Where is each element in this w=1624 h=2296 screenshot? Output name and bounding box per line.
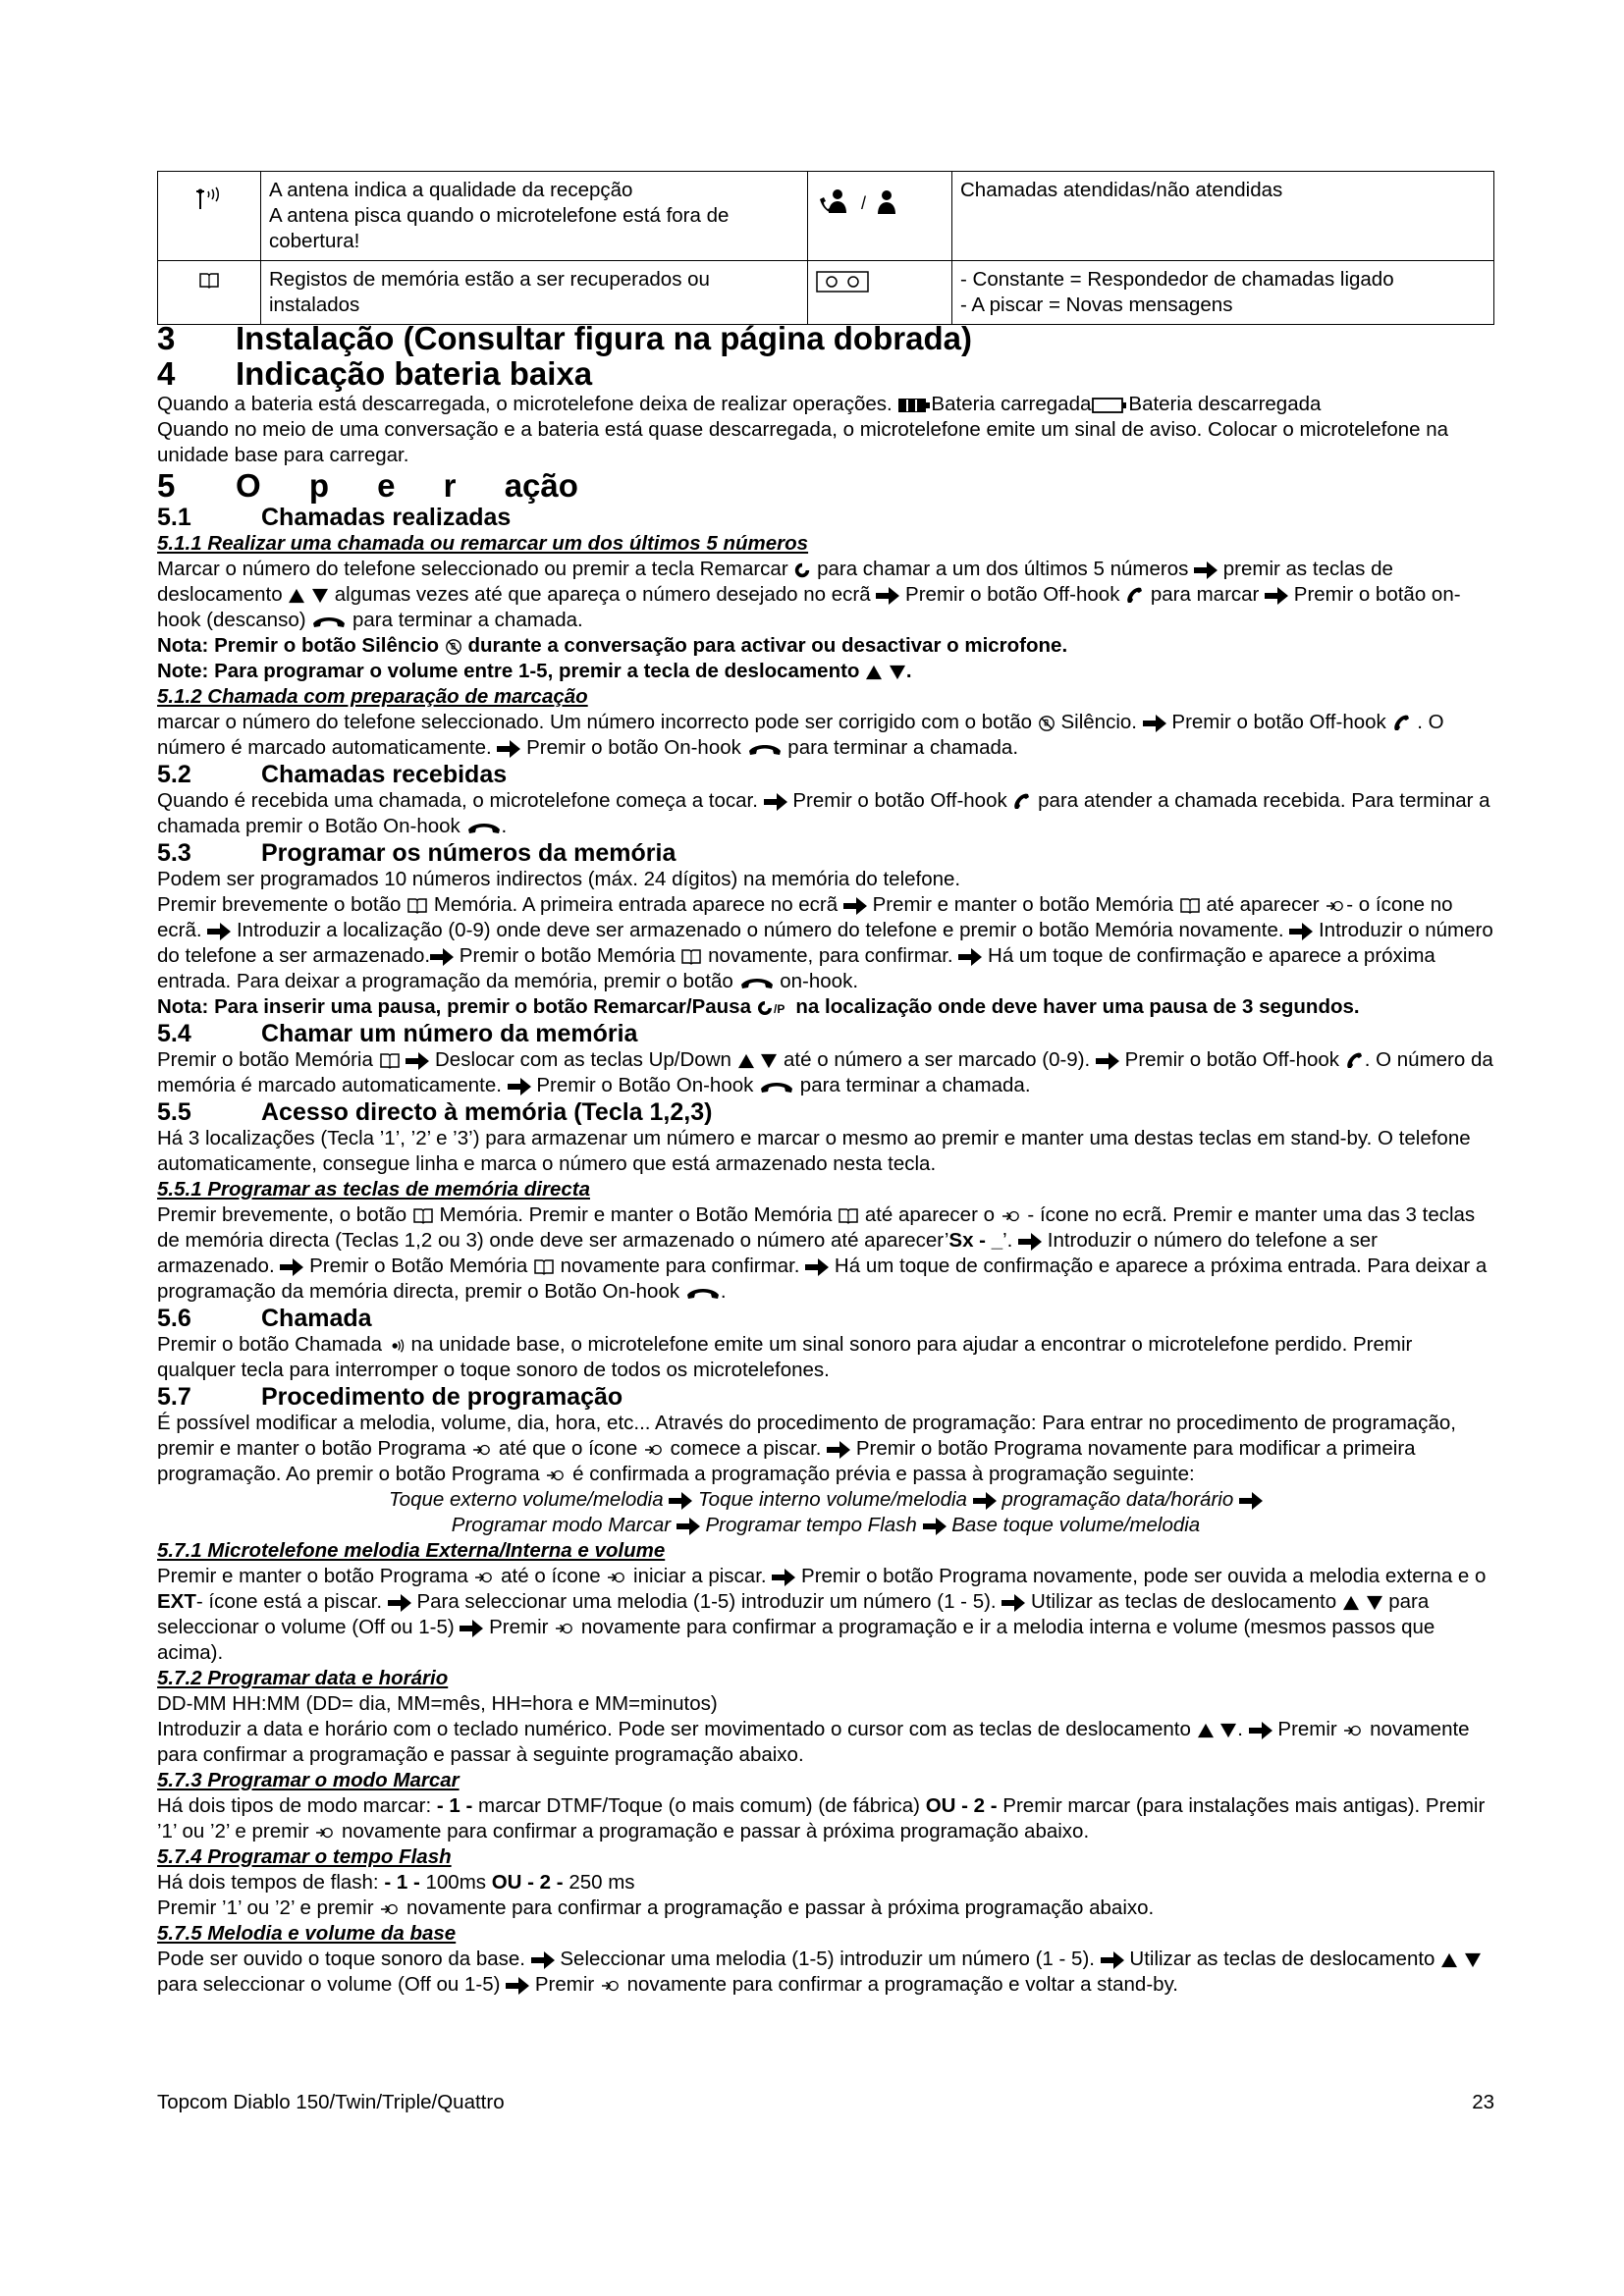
table-row bbox=[158, 261, 1494, 325]
up-arrow-icon bbox=[1342, 1595, 1360, 1611]
paragraph: É possível modificar a melodia, volume, dia, hora, etc... Através do procedimento de programação: Para entrar no procedimento de programação, premir e manter o botão Programa até que o ícone comece a piscar. Premir o botão Programa novamente para modificar a primeira programação. Ao premir o botão Programa é confirmada a programação prévia e passa à programação seguinte: bbox=[157, 1412, 1456, 1485]
down-arrow-icon bbox=[311, 588, 329, 604]
icon-legend-table bbox=[157, 171, 1494, 325]
arrow-right-icon bbox=[1249, 1721, 1272, 1740]
program-icon bbox=[473, 1569, 495, 1586]
arrow-right-icon bbox=[280, 1257, 303, 1277]
off-hook-icon bbox=[1125, 586, 1145, 606]
paragraph: Quando no meio de uma conversação e a bateria está quase descarregada, o microtelefone emite um sinal de aviso. Colocar o microtelefone na unidade base para carregar. bbox=[157, 418, 1449, 466]
down-arrow-icon bbox=[1366, 1595, 1383, 1611]
arrow-right-icon bbox=[1143, 714, 1166, 733]
paragraph: Há 3 localizações (Tecla ’1’, ’2’ e ’3’) para armazenar um número e marcar o mesmo ao premir e manter uma destas teclas em stand-by. O telefone automaticamente, consegue linha e marca o número que está armazenado nesta tecla. bbox=[157, 1127, 1471, 1175]
table-row bbox=[158, 172, 1494, 261]
paragraph: Podem ser programados 10 números indirectos (máx. 24 dígitos) na memória do telefone. bbox=[157, 868, 961, 890]
sub-subsection-heading: 5.1.2 Chamada com preparação de marcação bbox=[157, 685, 588, 708]
battery-full-icon bbox=[897, 397, 931, 414]
arrow-right-icon bbox=[1096, 1051, 1119, 1071]
subsection-heading: 5.4 Chamar um número da memória bbox=[157, 1020, 638, 1047]
paragraph: Premir ’1’ ou ’2’ e premir novamente para confirmar a programação e passar à próxima programação abaixo. bbox=[157, 1896, 1155, 1919]
section-heading: 4 Indicação bateria baixa bbox=[157, 355, 593, 392]
note: Nota: Para inserir uma pausa, premir o botão Remarcar/Pausa /P na localização onde deve haver uma pausa de 3 segundos. bbox=[157, 995, 1360, 1018]
up-arrow-icon bbox=[1197, 1723, 1215, 1738]
on-hook-icon bbox=[311, 614, 347, 629]
paragraph: DD-MM HH:MM (DD= dia, MM=mês, HH=hora e MM=minutos) bbox=[157, 1692, 718, 1715]
arrow-right-icon bbox=[669, 1491, 692, 1511]
paragraph: marcar o número do telefone seleccionado. Um número incorrecto pode ser corrigido com o botão Silêncio. Premir o botão Off-hook . O número é marcado automaticamente. Premir o botão On-hook para terminar a chamada. bbox=[157, 711, 1444, 759]
arrow-right-icon bbox=[497, 739, 520, 759]
sub-subsection-heading: 5.7.1 Microtelefone melodia Externa/Interna e volume bbox=[157, 1539, 666, 1562]
book-icon bbox=[198, 272, 220, 290]
on-hook-icon bbox=[747, 741, 783, 757]
arrow-right-icon bbox=[460, 1619, 483, 1638]
sub-subsection-heading: 5.1.1 Realizar uma chamada ou remarcar um dos últimos 5 números bbox=[157, 532, 809, 555]
page-icon bbox=[388, 1337, 406, 1355]
paragraph: Premir e manter o botão Programa até o ícone iniciar a piscar. Premir o botão Programa novamente, pode ser ouvida a melodia externa e o EXT- ícone está a piscar. Para seleccionar uma melodia (1-5) introduzir um número (1 - 5). Utilizar as teclas de deslocamento para seleccionar o volume (Off ou 1-5) Premir novamente para confirmar a programação e ir a melodia interna e volume (mesmos passos que acima). bbox=[157, 1565, 1487, 1664]
new-messages-description: - A piscar = Novas mensagens bbox=[960, 294, 1233, 316]
arrow-right-icon bbox=[388, 1593, 411, 1613]
arrow-right-icon bbox=[1239, 1491, 1263, 1511]
antenna-description-2: A antena pisca quando o microtelefone está fora de cobertura! bbox=[269, 204, 730, 252]
arrow-right-icon bbox=[506, 1976, 529, 1996]
antenna-icon bbox=[194, 186, 224, 211]
mute-icon bbox=[1038, 715, 1056, 732]
redial-pause-icon bbox=[757, 1000, 790, 1016]
book-icon bbox=[406, 897, 428, 915]
arrow-right-icon bbox=[406, 1051, 429, 1071]
down-arrow-icon bbox=[889, 665, 906, 680]
off-hook-icon bbox=[1345, 1051, 1365, 1071]
book-icon bbox=[1179, 897, 1201, 915]
tape-icon bbox=[816, 271, 869, 293]
program-icon bbox=[1342, 1722, 1364, 1739]
subsection-heading: 5.5 Acesso directo à memória (Tecla 1,2,3) bbox=[157, 1098, 713, 1126]
arrow-right-icon bbox=[764, 792, 787, 812]
off-hook-icon bbox=[1392, 714, 1412, 733]
paragraph: Premir o botão Memória Deslocar com as teclas Up/Down até o número a ser marcado (0-9). Premir o botão Off-hook . O número da memória é marcado automaticamente. Premir o Botão On-hook para terminar a chamada. bbox=[157, 1048, 1493, 1096]
on-hook-icon bbox=[739, 975, 775, 990]
paragraph: Premir brevemente, o botão Memória. Premir e manter o Botão Memória até aparecer o - ícone no ecrã. Premir e manter uma das 3 teclas de memória directa (Teclas 1,2 ou 3) onde deve ser armazenado o número até aparecer’Sx - _’. Introduzir o número do telefone a ser armazenado. Premir o Botão Memória novamente para confirmar. Há um toque de confirmação e aparece a próxima entrada. Para deixar a programação da memória directa, premir o Botão On-hook . bbox=[157, 1203, 1488, 1303]
on-hook-icon bbox=[685, 1285, 721, 1301]
up-arrow-icon bbox=[1440, 1952, 1458, 1968]
note: Note: Para programar o volume entre 1-5, premir a tecla de deslocamento . bbox=[157, 660, 912, 682]
book-icon bbox=[838, 1207, 859, 1225]
up-arrow-icon bbox=[737, 1053, 755, 1069]
book-icon bbox=[533, 1258, 555, 1276]
paragraph: Quando é recebida uma chamada, o microtelefone começa a tocar. Premir o botão Off-hook para atender a chamada recebida. Para terminar a chamada premir o Botão On-hook . bbox=[157, 789, 1490, 837]
paragraph: Pode ser ouvido o toque sonoro da base. Seleccionar uma melodia (1-5) introduzir um número (1 - 5). Utilizar as teclas de deslocamento para seleccionar o volume (Off ou 1-5) Premir novamente para confirmar a programação e voltar a stand-by. bbox=[157, 1947, 1494, 1998]
program-icon bbox=[643, 1441, 665, 1459]
answering-machine-on-description: - Constante = Respondedor de chamadas ligado bbox=[960, 268, 1394, 291]
section-heading: 5 O p e r ação bbox=[157, 467, 578, 504]
subsection-heading: 5.3 Programar os números da memória bbox=[157, 839, 677, 867]
section-heading: 3 Instalação (Consultar figura na página dobrada) bbox=[157, 320, 972, 356]
arrow-right-icon bbox=[973, 1491, 997, 1511]
program-icon bbox=[606, 1569, 627, 1586]
mute-icon bbox=[445, 638, 462, 656]
program-icon bbox=[314, 1824, 336, 1842]
book-icon bbox=[379, 1052, 401, 1070]
redial-icon bbox=[793, 561, 811, 579]
antenna-description-1: A antena indica a qualidade da recepção bbox=[269, 179, 633, 201]
arrow-right-icon bbox=[843, 896, 867, 916]
arrow-right-icon bbox=[876, 586, 899, 606]
document-page bbox=[157, 171, 1494, 1998]
paragraph: Premir o botão Chamada na unidade base, o microtelefone emite um sinal sonoro para ajudar a encontrar o microtelefone perdido. Premir qualquer tecla para interromper o toque sonoro de todos os microtelefones. bbox=[157, 1333, 1413, 1381]
svg-text:/P: /P bbox=[773, 1001, 785, 1016]
sub-subsection-heading: 5.5.1 Programar as teclas de memória directa bbox=[157, 1178, 590, 1201]
arrow-right-icon bbox=[207, 922, 231, 941]
calls-answered-missed-icon bbox=[816, 187, 904, 217]
arrow-right-icon bbox=[1101, 1950, 1124, 1970]
svg-text:/: / bbox=[861, 193, 867, 213]
paragraph: Introduzir a data e horário com o teclado numérico. Pode ser movimentado o cursor com as teclas de deslocamento . Premir novamente para confirmar a programação e passar à seguinte programação abaixo. bbox=[157, 1718, 1470, 1766]
sub-subsection-heading: 5.7.3 Programar o modo Marcar bbox=[157, 1769, 460, 1791]
on-hook-icon bbox=[466, 820, 502, 835]
arrow-right-icon bbox=[827, 1440, 850, 1460]
paragraph: Quando a bateria está descarregada, o microtelefone deixa de realizar operações. Bateria carregada Bateria descarregada bbox=[157, 393, 1322, 415]
arrow-right-icon bbox=[772, 1568, 795, 1587]
up-arrow-icon bbox=[865, 665, 883, 680]
calls-answered-missed-description: Chamadas atendidas/não atendidas bbox=[960, 179, 1283, 201]
program-icon bbox=[379, 1900, 401, 1918]
down-arrow-icon bbox=[1464, 1952, 1482, 1968]
page-footer bbox=[157, 2091, 1494, 2114]
arrow-right-icon bbox=[531, 1950, 555, 1970]
up-arrow-icon bbox=[288, 588, 305, 604]
program-icon bbox=[1001, 1207, 1022, 1225]
on-hook-icon bbox=[759, 1079, 794, 1095]
arrow-right-icon bbox=[958, 947, 982, 967]
battery-empty-icon bbox=[1091, 397, 1128, 414]
paragraph: Há dois tempos de flash: - 1 - 100ms OU - 2 - 250 ms bbox=[157, 1871, 635, 1894]
arrow-right-icon bbox=[1289, 922, 1313, 941]
arrow-right-icon bbox=[1265, 586, 1288, 606]
down-arrow-icon bbox=[1219, 1723, 1237, 1738]
book-description: Registos de memória estão a ser recuperados ou instalados bbox=[269, 268, 710, 316]
sub-subsection-heading: 5.7.2 Programar data e horário bbox=[157, 1667, 449, 1689]
subsection-heading: 5.7 Procedimento de programação bbox=[157, 1383, 623, 1411]
book-icon bbox=[680, 948, 702, 966]
book-icon bbox=[412, 1207, 434, 1225]
subsection-heading: 5.1 Chamadas realizadas bbox=[157, 504, 512, 531]
program-icon bbox=[545, 1467, 567, 1484]
programming-sequence-line-2: Programar modo Marcar Programar tempo Flash Base toque volume/melodia bbox=[451, 1514, 1201, 1536]
down-arrow-icon bbox=[760, 1053, 778, 1069]
arrow-right-icon bbox=[430, 947, 454, 967]
program-icon bbox=[600, 1977, 622, 1995]
arrow-right-icon bbox=[923, 1517, 947, 1536]
arrow-right-icon bbox=[1194, 561, 1218, 580]
program-icon bbox=[471, 1441, 493, 1459]
programming-sequence-line-1: Toque externo volume/melodia Toque interno volume/melodia programação data/horário bbox=[157, 1487, 1494, 1513]
off-hook-icon bbox=[1012, 792, 1032, 812]
sub-subsection-heading: 5.7.4 Programar o tempo Flash bbox=[157, 1845, 452, 1868]
sub-subsection-heading: 5.7.5 Melodia e volume da base bbox=[157, 1922, 457, 1945]
arrow-right-icon bbox=[508, 1077, 531, 1096]
arrow-right-icon bbox=[1018, 1232, 1042, 1252]
paragraph: Há dois tipos de modo marcar: - 1 - marcar DTMF/Toque (o mais comum) (de fábrica) OU - 2 - Premir marcar (para instalações mais antigas). Premir ’1’ ou ’2’ e premir novamente para confirmar a programação e passar à próxima programação abaixo. bbox=[157, 1794, 1486, 1842]
paragraph: Marcar o número do telefone seleccionado ou premir a tecla Remarcar para chamar a um dos últimos 5 números premir as teclas de deslocamento algumas vezes até que apareça o número desejado no ecrã Premir o botão Off-hook para marcar Premir o botão on-hook (descanso) para terminar a chamada. bbox=[157, 558, 1461, 631]
footer-product-name: Topcom Diablo 150/Twin/Triple/Quattro bbox=[157, 2091, 505, 2113]
arrow-right-icon bbox=[677, 1517, 700, 1536]
paragraph: Premir brevemente o botão Memória. A primeira entrada aparece no ecrã Premir e manter o botão Memória até aparecer - o ícone no ecrã. Introduzir a localização (0-9) onde deve ser armazenado o número do telefone e premir o botão Memória novamente. Introduzir o número do telefone a ser armazenado. Premir o botão Memória novamente, para confirmar. Há um toque de confirmação e aparece a próxima entrada. Para deixar a programação da memória, premir o botão on-hook. bbox=[157, 893, 1493, 992]
arrow-right-icon bbox=[805, 1257, 829, 1277]
note: Nota: Premir o botão Silêncio durante a conversação para activar ou desactivar o microfone. bbox=[157, 634, 1068, 657]
program-icon bbox=[554, 1620, 575, 1637]
arrow-right-icon bbox=[1001, 1593, 1025, 1613]
subsection-heading: 5.2 Chamadas recebidas bbox=[157, 761, 508, 788]
subsection-heading: 5.6 Chamada bbox=[157, 1305, 372, 1332]
program-icon bbox=[1325, 897, 1346, 915]
page-number: 23 bbox=[1472, 2091, 1494, 2113]
